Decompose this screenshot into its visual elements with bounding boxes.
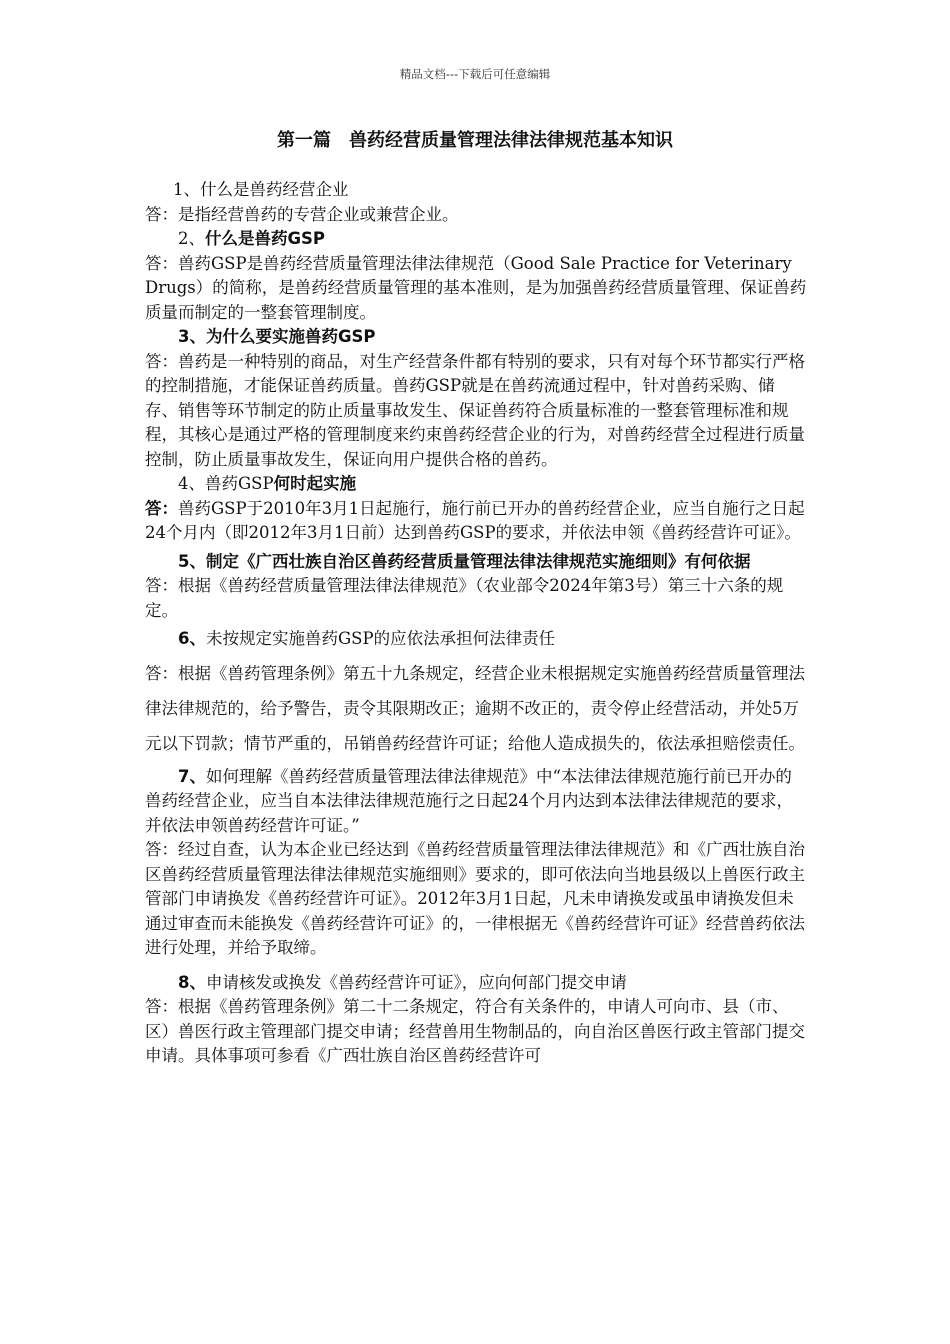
answer-1: 答：是指经营兽药的专营企业或兼营企业。 — [145, 204, 459, 224]
question-6 — [145, 627, 807, 652]
question-7-text: 如何理解《兽药经营质量管理法律法律规范》中“本法律法律规范施行前已开办的兽药经营企业，应当自本法律法律规范施行之日起24个月内达到本法律法律规范的要求，并依法申领兽药经营许可证。” — [145, 766, 793, 835]
document-body — [145, 178, 807, 1069]
question-8 — [145, 971, 807, 996]
question-5: 5、制定《广西壮族自治区兽药经营质量管理法律法律规范实施细则》有何依据 — [178, 551, 751, 571]
answer-4-text: 兽药GSP于2010年3月1日起施行，施行前已开办的兽药经营企业，应当自施行之日起24个月内（即2012年3月1日前）达到兽药GSP的要求，并依法申领《兽药经营许可证》。 — [145, 498, 805, 542]
question-4 — [145, 472, 807, 497]
question-2-number: 2、 — [178, 229, 205, 248]
answer-5: 答：根据《兽药经营质量管理法律法律规范》（农业部令2024年第3号）第三十六条的规定。 — [145, 576, 784, 620]
question-8-text: 申请核发或换发《兽药经营许可证》，应向何部门提交申请 — [205, 972, 627, 992]
page-header: 精品文档---下载后可任意编辑 — [399, 67, 551, 81]
question-1: 1、什么是兽药经营企业 — [173, 180, 349, 199]
answer-3: 答：兽药是一种特别的商品，对生产经营条件都有特别的要求，只有对每个环节都实行严格的控制措施，才能保证兽药质量。兽药GSP就是在兽药流通过程中，针对兽药采购、储存、销售等环节制定的防止质量事故发生、保证兽药符合质量标准的一整套管理标准和规程，其核心是通过严格的管理制度来约束兽药经营企业的行为，对兽药经营全过程进行质量控制，防止质量事故发生，保证向用户提供合格的兽药。 — [145, 351, 805, 469]
question-7 — [145, 765, 807, 839]
answer-6: 答：根据《兽药管理条例》第五十九条规定，经营企业未根据规定实施兽药经营质量管理法律法律规范的，给予警告，责令其限期改正；逾期不改正的，责令停止经营活动，并处5万元以下罚款；情节严重的，吊销兽药经营许可证；给他人造成损失的，依法承担赔偿责任。 — [145, 663, 805, 753]
answer-4-label: 答： — [145, 498, 178, 518]
question-4-bold: 何时起实施 — [273, 474, 357, 493]
answer-8: 答：根据《兽药管理条例》第二十二条规定，符合有关条件的，申请人可向市、县（市、区）兽医行政主管理部门提交申请；经营兽用生物制品的，向自治区兽医行政主管部门提交申请。具体事项可参看《广西壮族自治区兽药经营许可 — [145, 997, 805, 1065]
document-title: 第一篇 兽药经营质量管理法律法律规范基本知识 — [277, 130, 673, 151]
question-2 — [145, 227, 807, 252]
question-7-number: 7、 — [178, 766, 206, 786]
answer-7: 答：经过自查，认为本企业已经达到《兽药经营质量管理法律法律规范》和《广西壮族自治区兽药经营质量管理法律法律规范实施细则》要求的，即可依法向当地县级以上兽医行政主管部门申请换发《兽药经营许可证》。2012年3月1日起，凡未申请换发或虽申请换发但未通过审查而未能换发《兽药经营许可证》的，一律根据无《兽药经营许可证》经营兽药依法进行处理，并给予取缔。 — [145, 840, 805, 957]
question-2-text: 什么是兽药GSP — [205, 229, 326, 248]
question-8-number: 8、 — [178, 972, 206, 992]
answer-4 — [145, 497, 807, 546]
question-3: 3、为什么要实施兽药GSP — [178, 327, 376, 346]
question-6-number: 6、 — [178, 629, 206, 648]
answer-2: 答：兽药GSP是兽药经营质量管理法律法律规范（Good Sale Practice for Veterinary Drugs）的简称，是兽药经营质量管理的基本准则，是为加强兽药经营质量管理、保证兽药质量而制定的一整套管理制度。 — [145, 253, 807, 322]
question-4-plain: 4、兽药GSP — [178, 474, 274, 493]
question-6-text: 未按规定实施兽药GSP的应依法承担何法律责任 — [205, 629, 556, 648]
